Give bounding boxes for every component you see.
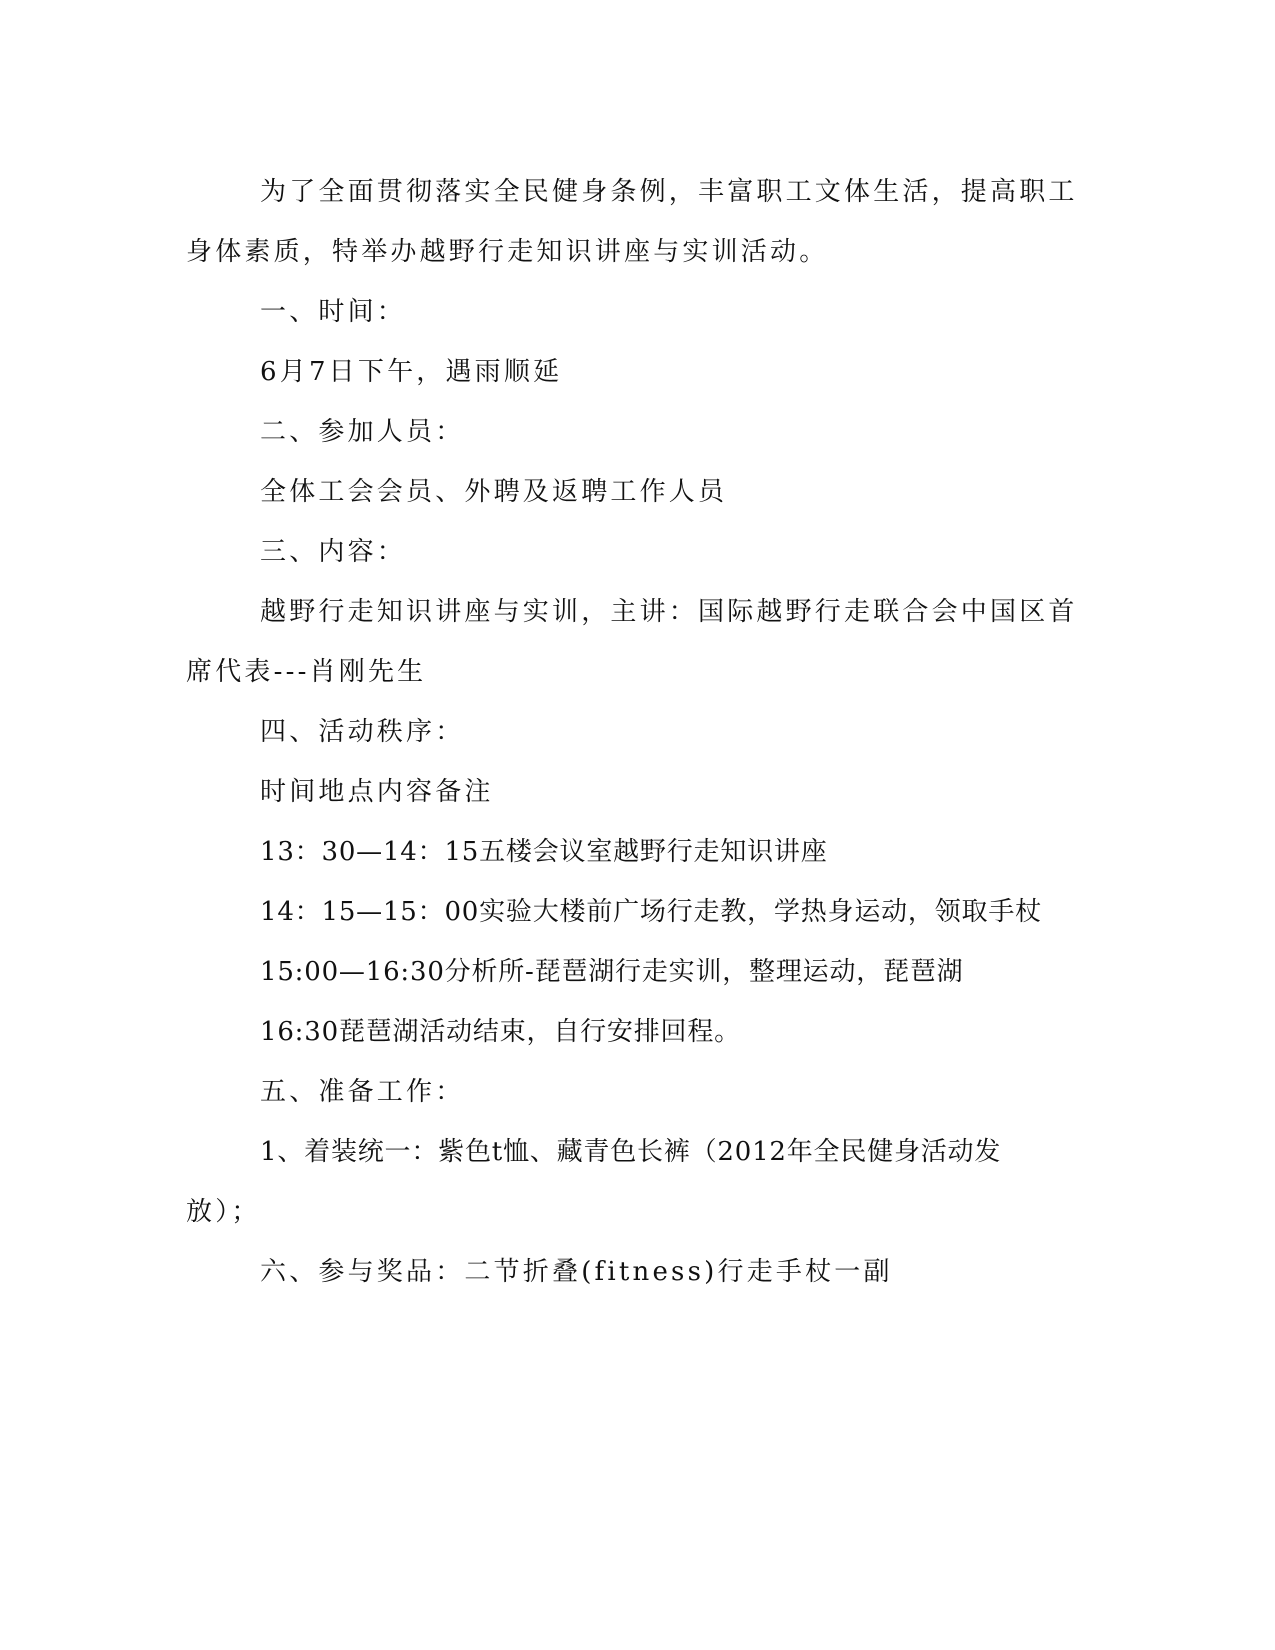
participants-detail: 全体工会会员、外聘及返聘工作人员 (260, 477, 728, 507)
section-heading-time: 一、时间： (260, 297, 407, 327)
content-detail-line-1: 越野行走知识讲座与实训，主讲：国际越野行走联合会中国区首 (260, 597, 1078, 627)
schedule-row-2: 14：15—15：00实验大楼前广场行走教，学热身运动，领取手杖 (260, 897, 1042, 927)
content-detail-line-2: 席代表---肖刚先生 (186, 657, 427, 687)
schedule-row-3: 15:00—16:30分析所-琵琶湖行走实训，整理运动，琵琶湖 (260, 957, 964, 987)
time-detail: 6月7日下午，遇雨顺延 (260, 357, 563, 387)
schedule-header: 时间地点内容备注 (260, 777, 494, 807)
section-heading-preparation: 五、准备工作： (260, 1077, 465, 1107)
intro-paragraph-line-1: 为了全面贯彻落实全民健身条例，丰富职工文体生活，提高职工 (260, 177, 1078, 207)
intro-paragraph-line-2: 身体素质，特举办越野行走知识讲座与实训活动。 (186, 237, 829, 267)
preparation-item-1-line-2: 放）； (186, 1197, 261, 1227)
section-heading-participants: 二、参加人员： (260, 417, 465, 447)
schedule-row-4: 16:30琵琶湖活动结束，自行安排回程。 (260, 1017, 741, 1047)
section-heading-prize: 六、参与奖品：二节折叠(fitness)行走手杖一副 (260, 1257, 893, 1287)
preparation-item-1-line-1: 1、着装统一：紫色t恤、藏青色长裤（2012年全民健身活动发 (260, 1137, 1002, 1167)
schedule-row-1: 13：30—14：15五楼会议室越野行走知识讲座 (260, 837, 828, 867)
section-heading-schedule: 四、活动秩序： (260, 717, 465, 747)
document-body (186, 162, 1078, 1302)
section-heading-content: 三、内容： (260, 537, 407, 567)
